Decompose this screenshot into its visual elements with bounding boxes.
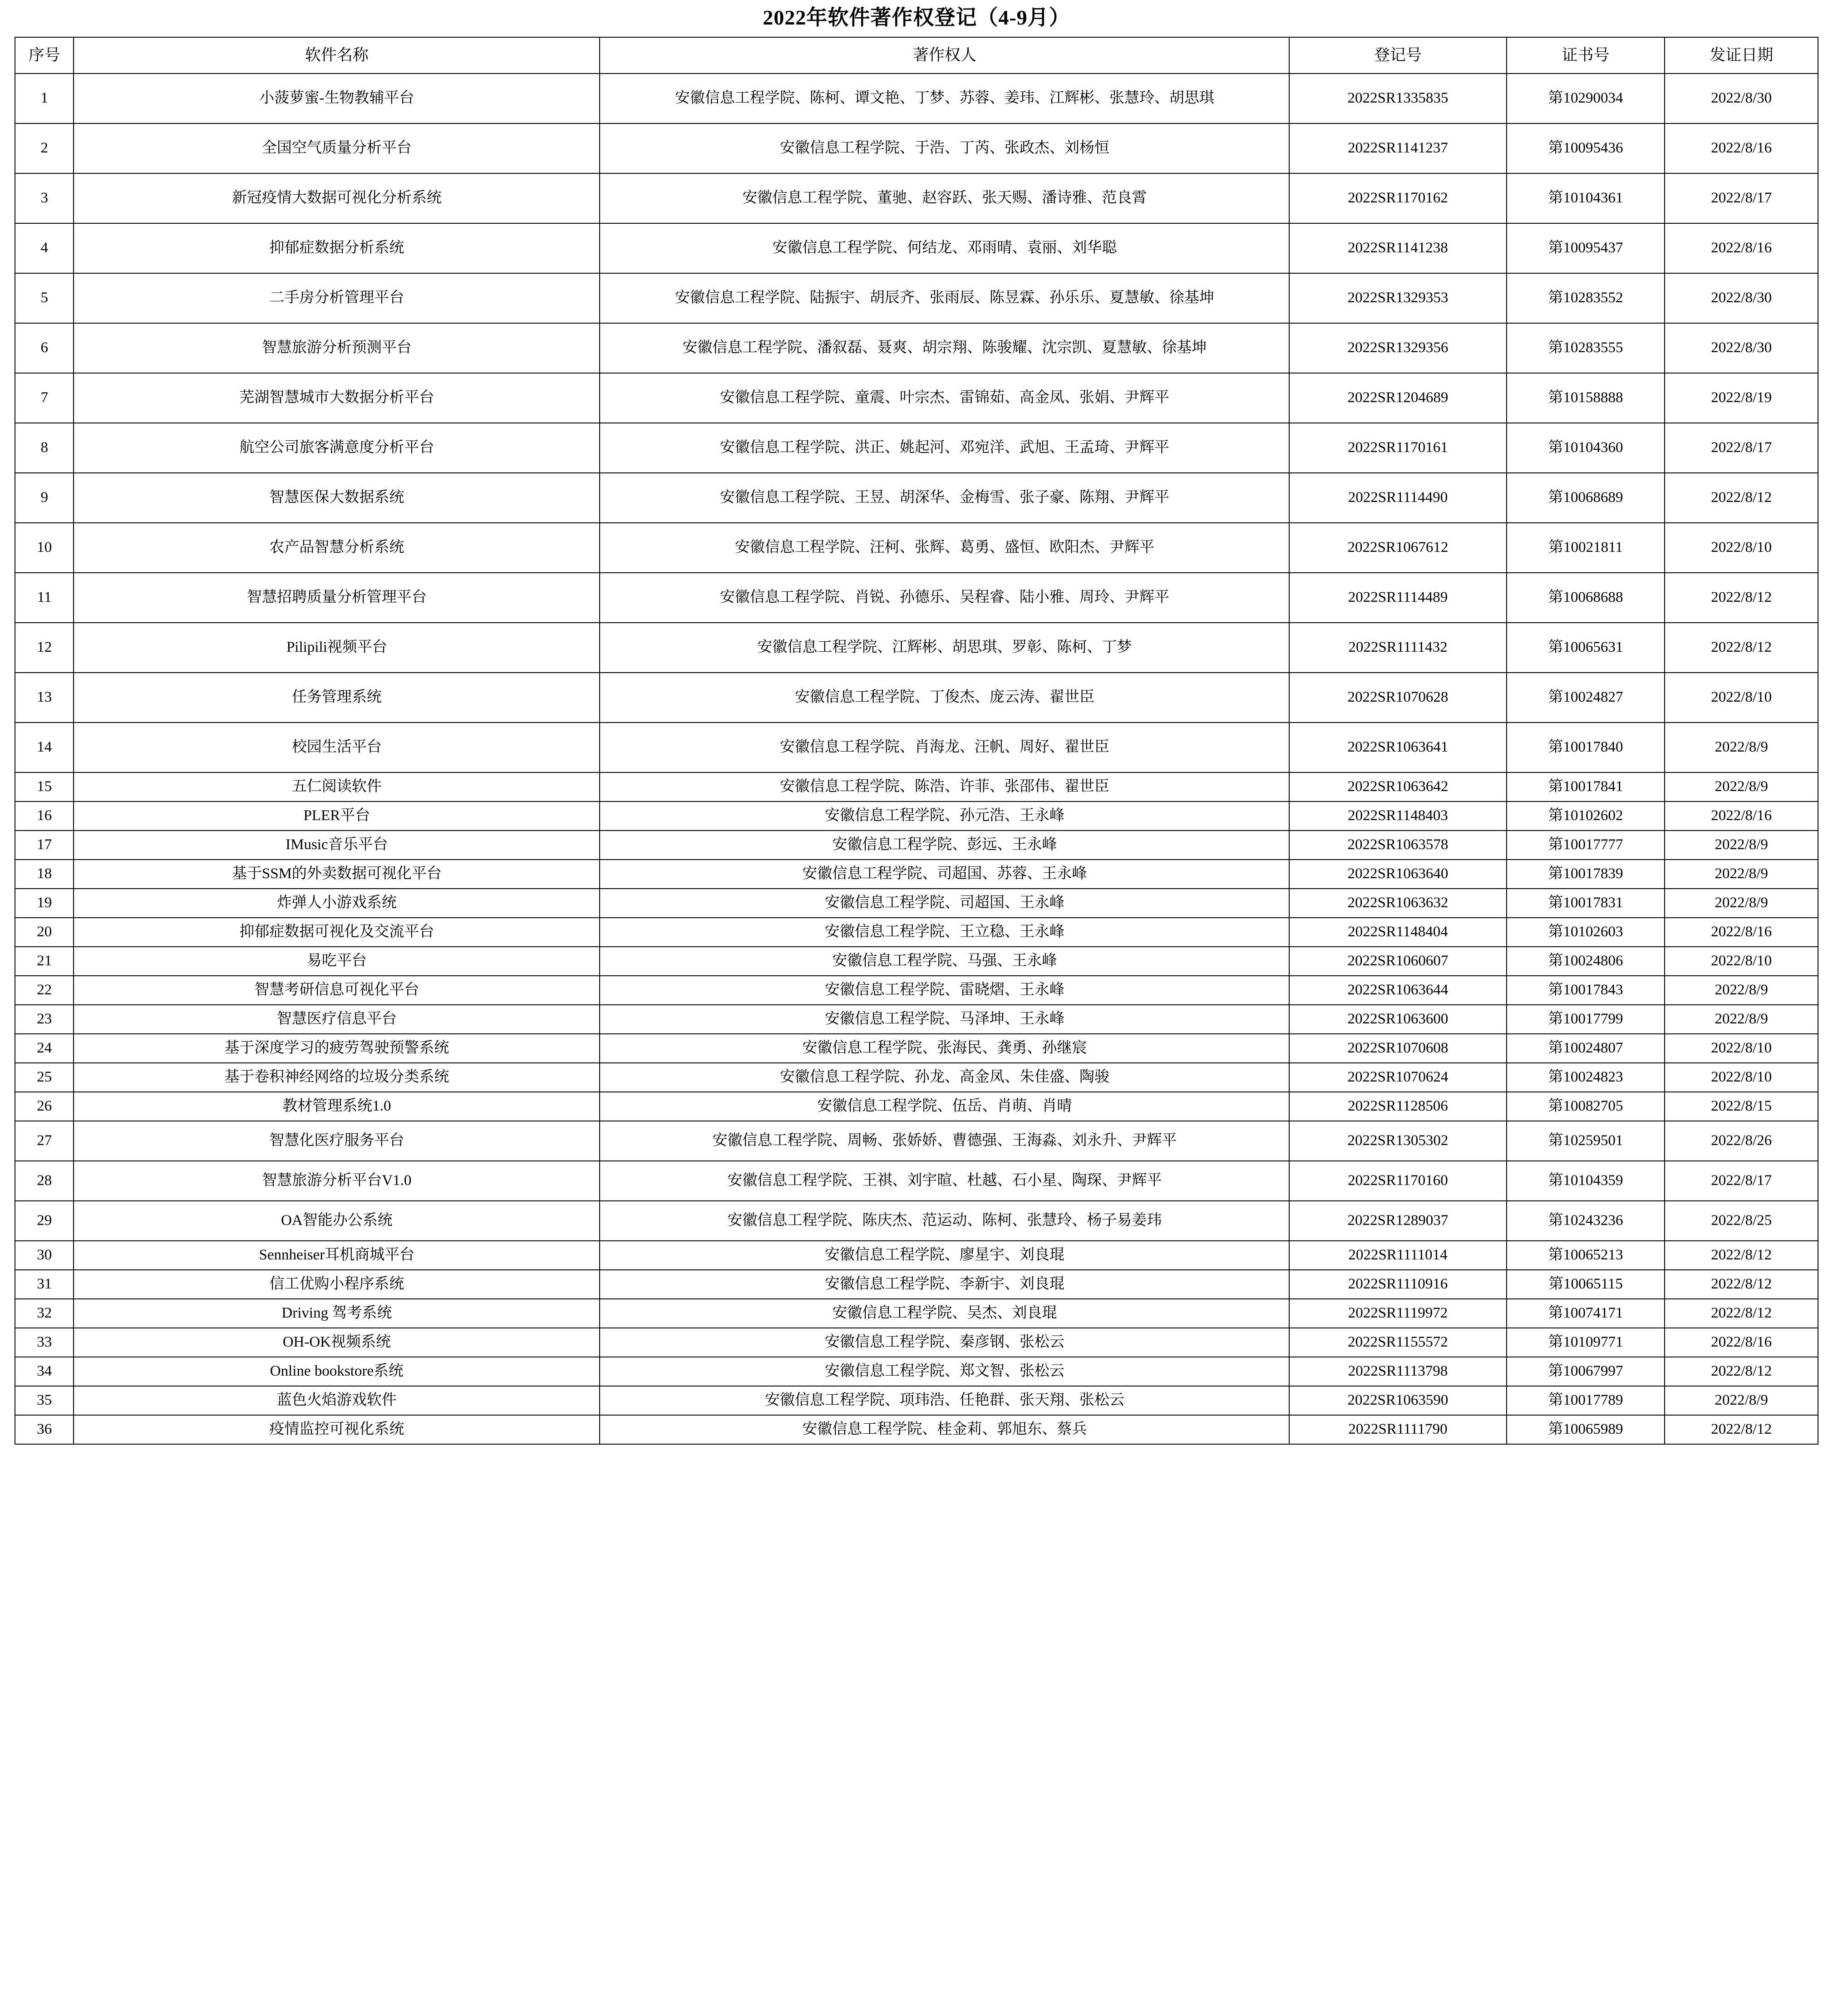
cell-copyright-owner: 安徽信息工程学院、伍岳、肖萌、肖晴 xyxy=(600,1092,1289,1121)
cell-copyright-owner: 安徽信息工程学院、洪正、姚起河、邓宛洋、武旭、王孟琦、尹辉平 xyxy=(600,423,1289,473)
cell-issue-date: 2022/8/30 xyxy=(1665,323,1818,373)
table-row xyxy=(15,1092,1818,1121)
cell-software-name: 小菠萝蜜-生物教辅平台 xyxy=(74,74,600,123)
cell-copyright-owner: 安徽信息工程学院、孙龙、高金凤、朱佳盛、陶骏 xyxy=(600,1063,1289,1092)
table-row xyxy=(15,772,1818,801)
cell-software-name: Driving 驾考系统 xyxy=(74,1299,600,1328)
cell-copyright-owner: 安徽信息工程学院、何结龙、邓雨晴、袁丽、刘华聪 xyxy=(600,223,1289,273)
table-row xyxy=(15,1415,1818,1444)
cell-registration-number: 2022SR1329353 xyxy=(1289,273,1506,323)
table-row xyxy=(15,1063,1818,1092)
cell-certificate-number: 第10021811 xyxy=(1507,523,1665,573)
cell-issue-date: 2022/8/30 xyxy=(1665,74,1818,123)
cell-software-name: 蓝色火焰游戏软件 xyxy=(74,1386,600,1415)
cell-software-name: 基于卷积神经网络的垃圾分类系统 xyxy=(74,1063,600,1092)
cell-index: 12 xyxy=(15,623,74,673)
cell-certificate-number: 第10290034 xyxy=(1507,74,1665,123)
cell-registration-number: 2022SR1113798 xyxy=(1289,1357,1506,1386)
cell-certificate-number: 第10024827 xyxy=(1507,673,1665,723)
cell-certificate-number: 第10068688 xyxy=(1507,573,1665,623)
cell-issue-date: 2022/8/17 xyxy=(1665,173,1818,223)
cell-software-name: 新冠疫情大数据可视化分析系统 xyxy=(74,173,600,223)
cell-certificate-number: 第10017839 xyxy=(1507,860,1665,889)
cell-certificate-number: 第10067997 xyxy=(1507,1357,1665,1386)
cell-certificate-number: 第10283552 xyxy=(1507,273,1665,323)
cell-software-name: 智慧旅游分析平台V1.0 xyxy=(74,1161,600,1201)
cell-registration-number: 2022SR1335835 xyxy=(1289,74,1506,123)
column-header-certificate-number: 证书号 xyxy=(1507,37,1665,74)
cell-registration-number: 2022SR1141237 xyxy=(1289,123,1506,173)
cell-issue-date: 2022/8/12 xyxy=(1665,1357,1818,1386)
cell-certificate-number: 第10017841 xyxy=(1507,772,1665,801)
cell-software-name: 航空公司旅客满意度分析平台 xyxy=(74,423,600,473)
table-row xyxy=(15,1357,1818,1386)
cell-registration-number: 2022SR1329356 xyxy=(1289,323,1506,373)
cell-issue-date: 2022/8/10 xyxy=(1665,523,1818,573)
cell-issue-date: 2022/8/16 xyxy=(1665,1328,1818,1357)
cell-registration-number: 2022SR1170162 xyxy=(1289,173,1506,223)
cell-certificate-number: 第10095437 xyxy=(1507,223,1665,273)
cell-certificate-number: 第10104361 xyxy=(1507,173,1665,223)
cell-issue-date: 2022/8/12 xyxy=(1665,1270,1818,1299)
cell-index: 28 xyxy=(15,1161,74,1201)
cell-registration-number: 2022SR1111014 xyxy=(1289,1241,1506,1270)
table-row xyxy=(15,831,1818,860)
table-row xyxy=(15,1241,1818,1270)
cell-registration-number: 2022SR1170161 xyxy=(1289,423,1506,473)
cell-copyright-owner: 安徽信息工程学院、肖海龙、汪帆、周好、翟世臣 xyxy=(600,723,1289,772)
cell-registration-number: 2022SR1063644 xyxy=(1289,976,1506,1005)
cell-software-name: OA智能办公系统 xyxy=(74,1201,600,1241)
cell-issue-date: 2022/8/9 xyxy=(1665,976,1818,1005)
cell-copyright-owner: 安徽信息工程学院、郑文智、张松云 xyxy=(600,1357,1289,1386)
cell-copyright-owner: 安徽信息工程学院、王立稳、王永峰 xyxy=(600,918,1289,947)
cell-issue-date: 2022/8/9 xyxy=(1665,1386,1818,1415)
cell-index: 4 xyxy=(15,223,74,273)
cell-software-name: Pilipili视频平台 xyxy=(74,623,600,673)
cell-index: 19 xyxy=(15,889,74,918)
column-header-index: 序号 xyxy=(15,37,74,74)
cell-certificate-number: 第10065115 xyxy=(1507,1270,1665,1299)
column-header-registration-number: 登记号 xyxy=(1289,37,1506,74)
table-row xyxy=(15,860,1818,889)
cell-software-name: 智慧医疗信息平台 xyxy=(74,1005,600,1034)
cell-registration-number: 2022SR1060607 xyxy=(1289,947,1506,976)
cell-software-name: 智慧医保大数据系统 xyxy=(74,473,600,523)
cell-index: 14 xyxy=(15,723,74,772)
cell-copyright-owner: 安徽信息工程学院、雷晓熠、王永峰 xyxy=(600,976,1289,1005)
cell-issue-date: 2022/8/30 xyxy=(1665,273,1818,323)
cell-issue-date: 2022/8/12 xyxy=(1665,573,1818,623)
cell-copyright-owner: 安徽信息工程学院、司超国、王永峰 xyxy=(600,889,1289,918)
cell-software-name: IMusic音乐平台 xyxy=(74,831,600,860)
cell-copyright-owner: 安徽信息工程学院、王祺、刘宇暄、杜越、石小星、陶琛、尹辉平 xyxy=(600,1161,1289,1201)
table-row xyxy=(15,1328,1818,1357)
table-row xyxy=(15,373,1818,423)
cell-certificate-number: 第10243236 xyxy=(1507,1201,1665,1241)
cell-registration-number: 2022SR1148404 xyxy=(1289,918,1506,947)
table-row xyxy=(15,473,1818,523)
cell-index: 10 xyxy=(15,523,74,573)
cell-index: 13 xyxy=(15,673,74,723)
cell-registration-number: 2022SR1063642 xyxy=(1289,772,1506,801)
cell-copyright-owner: 安徽信息工程学院、孙元浩、王永峰 xyxy=(600,801,1289,831)
table-row xyxy=(15,1386,1818,1415)
cell-software-name: 易吃平台 xyxy=(74,947,600,976)
cell-software-name: 信工优购小程序系统 xyxy=(74,1270,600,1299)
cell-index: 11 xyxy=(15,573,74,623)
table-row xyxy=(15,273,1818,323)
cell-software-name: 智慧考研信息可视化平台 xyxy=(74,976,600,1005)
cell-software-name: Online bookstore系统 xyxy=(74,1357,600,1386)
cell-software-name: 抑郁症数据分析系统 xyxy=(74,223,600,273)
cell-certificate-number: 第10283555 xyxy=(1507,323,1665,373)
table-row xyxy=(15,323,1818,373)
cell-copyright-owner: 安徽信息工程学院、陈柯、谭文艳、丁梦、苏蓉、姜玮、江辉彬、张慧玲、胡思琪 xyxy=(600,74,1289,123)
cell-software-name: Sennheiser耳机商城平台 xyxy=(74,1241,600,1270)
cell-software-name: 教材管理系统1.0 xyxy=(74,1092,600,1121)
cell-copyright-owner: 安徽信息工程学院、丁俊杰、庞云涛、翟世臣 xyxy=(600,673,1289,723)
table-body xyxy=(15,74,1818,1444)
cell-registration-number: 2022SR1070608 xyxy=(1289,1034,1506,1063)
table-row xyxy=(15,123,1818,173)
cell-index: 32 xyxy=(15,1299,74,1328)
cell-issue-date: 2022/8/16 xyxy=(1665,123,1818,173)
cell-index: 23 xyxy=(15,1005,74,1034)
cell-registration-number: 2022SR1128506 xyxy=(1289,1092,1506,1121)
page-title: 2022年软件著作权登记（4-9月） xyxy=(763,6,1070,29)
cell-index: 17 xyxy=(15,831,74,860)
cell-registration-number: 2022SR1063632 xyxy=(1289,889,1506,918)
table-row xyxy=(15,223,1818,273)
cell-registration-number: 2022SR1070628 xyxy=(1289,673,1506,723)
cell-software-name: 智慧化医疗服务平台 xyxy=(74,1121,600,1161)
cell-issue-date: 2022/8/10 xyxy=(1665,947,1818,976)
cell-registration-number: 2022SR1204689 xyxy=(1289,373,1506,423)
cell-issue-date: 2022/8/17 xyxy=(1665,1161,1818,1201)
cell-copyright-owner: 安徽信息工程学院、陈浩、许菲、张邵伟、翟世臣 xyxy=(600,772,1289,801)
table-row xyxy=(15,1161,1818,1201)
table-header xyxy=(15,37,1818,74)
column-header-software-name: 软件名称 xyxy=(74,37,600,74)
cell-index: 1 xyxy=(15,74,74,123)
cell-issue-date: 2022/8/10 xyxy=(1665,673,1818,723)
cell-certificate-number: 第10065213 xyxy=(1507,1241,1665,1270)
cell-registration-number: 2022SR1141238 xyxy=(1289,223,1506,273)
cell-copyright-owner: 安徽信息工程学院、马强、王永峰 xyxy=(600,947,1289,976)
table-row xyxy=(15,947,1818,976)
cell-software-name: PLER平台 xyxy=(74,801,600,831)
cell-certificate-number: 第10065989 xyxy=(1507,1415,1665,1444)
cell-registration-number: 2022SR1148403 xyxy=(1289,801,1506,831)
cell-software-name: OH-OK视频系统 xyxy=(74,1328,600,1357)
cell-copyright-owner: 安徽信息工程学院、肖锐、孙德乐、吴程睿、陆小雅、周玲、尹辉平 xyxy=(600,573,1289,623)
cell-index: 3 xyxy=(15,173,74,223)
cell-index: 25 xyxy=(15,1063,74,1092)
cell-copyright-owner: 安徽信息工程学院、汪柯、张辉、葛勇、盛恒、欧阳杰、尹辉平 xyxy=(600,523,1289,573)
table-row xyxy=(15,976,1818,1005)
column-header-copyright-owner: 著作权人 xyxy=(600,37,1289,74)
cell-index: 30 xyxy=(15,1241,74,1270)
cell-index: 24 xyxy=(15,1034,74,1063)
cell-issue-date: 2022/8/9 xyxy=(1665,1005,1818,1034)
cell-issue-date: 2022/8/12 xyxy=(1665,1241,1818,1270)
cell-software-name: 炸弹人小游戏系统 xyxy=(74,889,600,918)
cell-issue-date: 2022/8/9 xyxy=(1665,831,1818,860)
cell-registration-number: 2022SR1067612 xyxy=(1289,523,1506,573)
cell-registration-number: 2022SR1063640 xyxy=(1289,860,1506,889)
cell-registration-number: 2022SR1111432 xyxy=(1289,623,1506,673)
cell-copyright-owner: 安徽信息工程学院、司超国、苏蓉、王永峰 xyxy=(600,860,1289,889)
cell-copyright-owner: 安徽信息工程学院、廖星宇、刘良琨 xyxy=(600,1241,1289,1270)
cell-index: 5 xyxy=(15,273,74,323)
cell-certificate-number: 第10158888 xyxy=(1507,373,1665,423)
cell-certificate-number: 第10109771 xyxy=(1507,1328,1665,1357)
cell-copyright-owner: 安徽信息工程学院、项玮浩、任艳群、张天翔、张松云 xyxy=(600,1386,1289,1415)
cell-certificate-number: 第10017789 xyxy=(1507,1386,1665,1415)
cell-copyright-owner: 安徽信息工程学院、彭远、王永峰 xyxy=(600,831,1289,860)
cell-copyright-owner: 安徽信息工程学院、张海民、龚勇、孙继宸 xyxy=(600,1034,1289,1063)
cell-certificate-number: 第10068689 xyxy=(1507,473,1665,523)
table-row xyxy=(15,801,1818,831)
table-row xyxy=(15,623,1818,673)
cell-software-name: 基于深度学习的疲劳驾驶预警系统 xyxy=(74,1034,600,1063)
cell-index: 34 xyxy=(15,1357,74,1386)
cell-issue-date: 2022/8/9 xyxy=(1665,860,1818,889)
cell-index: 33 xyxy=(15,1328,74,1357)
table-row xyxy=(15,1121,1818,1161)
table-row xyxy=(15,889,1818,918)
cell-software-name: 基于SSM的外卖数据可视化平台 xyxy=(74,860,600,889)
cell-registration-number: 2022SR1289037 xyxy=(1289,1201,1506,1241)
cell-index: 27 xyxy=(15,1121,74,1161)
cell-index: 6 xyxy=(15,323,74,373)
cell-issue-date: 2022/8/16 xyxy=(1665,801,1818,831)
table-row xyxy=(15,723,1818,772)
cell-software-name: 全国空气质量分析平台 xyxy=(74,123,600,173)
cell-issue-date: 2022/8/12 xyxy=(1665,623,1818,673)
cell-index: 18 xyxy=(15,860,74,889)
cell-issue-date: 2022/8/12 xyxy=(1665,1299,1818,1328)
cell-software-name: 五仁阅读软件 xyxy=(74,772,600,801)
cell-copyright-owner: 安徽信息工程学院、童震、叶宗杰、雷锦茹、高金凤、张娟、尹辉平 xyxy=(600,373,1289,423)
table-row xyxy=(15,423,1818,473)
cell-issue-date: 2022/8/16 xyxy=(1665,918,1818,947)
cell-issue-date: 2022/8/12 xyxy=(1665,1415,1818,1444)
cell-certificate-number: 第10024807 xyxy=(1507,1034,1665,1063)
cell-index: 16 xyxy=(15,801,74,831)
cell-copyright-owner: 安徽信息工程学院、马泽坤、王永峰 xyxy=(600,1005,1289,1034)
cell-index: 35 xyxy=(15,1386,74,1415)
cell-index: 7 xyxy=(15,373,74,423)
software-copyright-registration-table xyxy=(15,37,1818,1445)
cell-issue-date: 2022/8/10 xyxy=(1665,1063,1818,1092)
cell-index: 36 xyxy=(15,1415,74,1444)
cell-software-name: 芜湖智慧城市大数据分析平台 xyxy=(74,373,600,423)
cell-registration-number: 2022SR1170160 xyxy=(1289,1161,1506,1201)
table-row xyxy=(15,573,1818,623)
cell-certificate-number: 第10017840 xyxy=(1507,723,1665,772)
cell-software-name: 抑郁症数据可视化及交流平台 xyxy=(74,918,600,947)
cell-registration-number: 2022SR1155572 xyxy=(1289,1328,1506,1357)
cell-registration-number: 2022SR1305302 xyxy=(1289,1121,1506,1161)
cell-software-name: 农产品智慧分析系统 xyxy=(74,523,600,573)
column-header-issue-date: 发证日期 xyxy=(1665,37,1818,74)
cell-index: 26 xyxy=(15,1092,74,1121)
cell-certificate-number: 第10102602 xyxy=(1507,801,1665,831)
cell-certificate-number: 第10017777 xyxy=(1507,831,1665,860)
table-row xyxy=(15,1034,1818,1063)
cell-certificate-number: 第10024806 xyxy=(1507,947,1665,976)
cell-copyright-owner: 安徽信息工程学院、董驰、赵容跃、张天赐、潘诗雅、范良霄 xyxy=(600,173,1289,223)
cell-index: 31 xyxy=(15,1270,74,1299)
cell-index: 15 xyxy=(15,772,74,801)
cell-certificate-number: 第10024823 xyxy=(1507,1063,1665,1092)
table-row xyxy=(15,673,1818,723)
cell-copyright-owner: 安徽信息工程学院、吴杰、刘良琨 xyxy=(600,1299,1289,1328)
table-row xyxy=(15,918,1818,947)
cell-copyright-owner: 安徽信息工程学院、于浩、丁芮、张政杰、刘杨恒 xyxy=(600,123,1289,173)
cell-index: 2 xyxy=(15,123,74,173)
table-row xyxy=(15,1005,1818,1034)
cell-certificate-number: 第10102603 xyxy=(1507,918,1665,947)
cell-index: 9 xyxy=(15,473,74,523)
cell-certificate-number: 第10104360 xyxy=(1507,423,1665,473)
table-row xyxy=(15,1299,1818,1328)
cell-registration-number: 2022SR1070624 xyxy=(1289,1063,1506,1092)
cell-issue-date: 2022/8/12 xyxy=(1665,473,1818,523)
cell-registration-number: 2022SR1110916 xyxy=(1289,1270,1506,1299)
cell-index: 20 xyxy=(15,918,74,947)
cell-software-name: 疫情监控可视化系统 xyxy=(74,1415,600,1444)
cell-index: 29 xyxy=(15,1201,74,1241)
cell-copyright-owner: 安徽信息工程学院、江辉彬、胡思琪、罗彰、陈柯、丁梦 xyxy=(600,623,1289,673)
table-row xyxy=(15,74,1818,123)
cell-certificate-number: 第10017843 xyxy=(1507,976,1665,1005)
table-row xyxy=(15,173,1818,223)
table-row xyxy=(15,1201,1818,1241)
cell-copyright-owner: 安徽信息工程学院、潘叙磊、聂爽、胡宗翔、陈骏耀、沈宗凯、夏慧敏、徐基坤 xyxy=(600,323,1289,373)
cell-copyright-owner: 安徽信息工程学院、王昱、胡深华、金梅雪、张子豪、陈翔、尹辉平 xyxy=(600,473,1289,523)
cell-copyright-owner: 安徽信息工程学院、李新宇、刘良琨 xyxy=(600,1270,1289,1299)
cell-index: 8 xyxy=(15,423,74,473)
cell-registration-number: 2022SR1111790 xyxy=(1289,1415,1506,1444)
cell-index: 22 xyxy=(15,976,74,1005)
cell-issue-date: 2022/8/17 xyxy=(1665,423,1818,473)
table-row xyxy=(15,523,1818,573)
cell-issue-date: 2022/8/10 xyxy=(1665,1034,1818,1063)
cell-certificate-number: 第10017799 xyxy=(1507,1005,1665,1034)
cell-registration-number: 2022SR1063600 xyxy=(1289,1005,1506,1034)
cell-issue-date: 2022/8/25 xyxy=(1665,1201,1818,1241)
cell-software-name: 智慧招聘质量分析管理平台 xyxy=(74,573,600,623)
cell-certificate-number: 第10104359 xyxy=(1507,1161,1665,1201)
cell-issue-date: 2022/8/9 xyxy=(1665,723,1818,772)
cell-certificate-number: 第10065631 xyxy=(1507,623,1665,673)
cell-registration-number: 2022SR1119972 xyxy=(1289,1299,1506,1328)
cell-copyright-owner: 安徽信息工程学院、陈庆杰、范运动、陈柯、张慧玲、杨子易姜玮 xyxy=(600,1201,1289,1241)
cell-software-name: 任务管理系统 xyxy=(74,673,600,723)
cell-software-name: 二手房分析管理平台 xyxy=(74,273,600,323)
cell-issue-date: 2022/8/15 xyxy=(1665,1092,1818,1121)
cell-issue-date: 2022/8/26 xyxy=(1665,1121,1818,1161)
cell-registration-number: 2022SR1114489 xyxy=(1289,573,1506,623)
cell-certificate-number: 第10095436 xyxy=(1507,123,1665,173)
cell-issue-date: 2022/8/9 xyxy=(1665,772,1818,801)
cell-software-name: 校园生活平台 xyxy=(74,723,600,772)
cell-registration-number: 2022SR1063641 xyxy=(1289,723,1506,772)
cell-issue-date: 2022/8/19 xyxy=(1665,373,1818,423)
cell-index: 21 xyxy=(15,947,74,976)
cell-registration-number: 2022SR1063578 xyxy=(1289,831,1506,860)
cell-certificate-number: 第10074171 xyxy=(1507,1299,1665,1328)
cell-software-name: 智慧旅游分析预测平台 xyxy=(74,323,600,373)
table-row xyxy=(15,1270,1818,1299)
cell-certificate-number: 第10082705 xyxy=(1507,1092,1665,1121)
cell-copyright-owner: 安徽信息工程学院、桂金莉、郭旭东、蔡兵 xyxy=(600,1415,1289,1444)
cell-registration-number: 2022SR1114490 xyxy=(1289,473,1506,523)
cell-certificate-number: 第10259501 xyxy=(1507,1121,1665,1161)
cell-copyright-owner: 安徽信息工程学院、周畅、张娇娇、曹德强、王海淼、刘永升、尹辉平 xyxy=(600,1121,1289,1161)
table-header-row xyxy=(15,37,1818,74)
cell-copyright-owner: 安徽信息工程学院、陆振宇、胡辰齐、张雨辰、陈昱霖、孙乐乐、夏慧敏、徐基坤 xyxy=(600,273,1289,323)
cell-issue-date: 2022/8/9 xyxy=(1665,889,1818,918)
cell-issue-date: 2022/8/16 xyxy=(1665,223,1818,273)
cell-copyright-owner: 安徽信息工程学院、秦彦钢、张松云 xyxy=(600,1328,1289,1357)
cell-registration-number: 2022SR1063590 xyxy=(1289,1386,1506,1415)
cell-certificate-number: 第10017831 xyxy=(1507,889,1665,918)
